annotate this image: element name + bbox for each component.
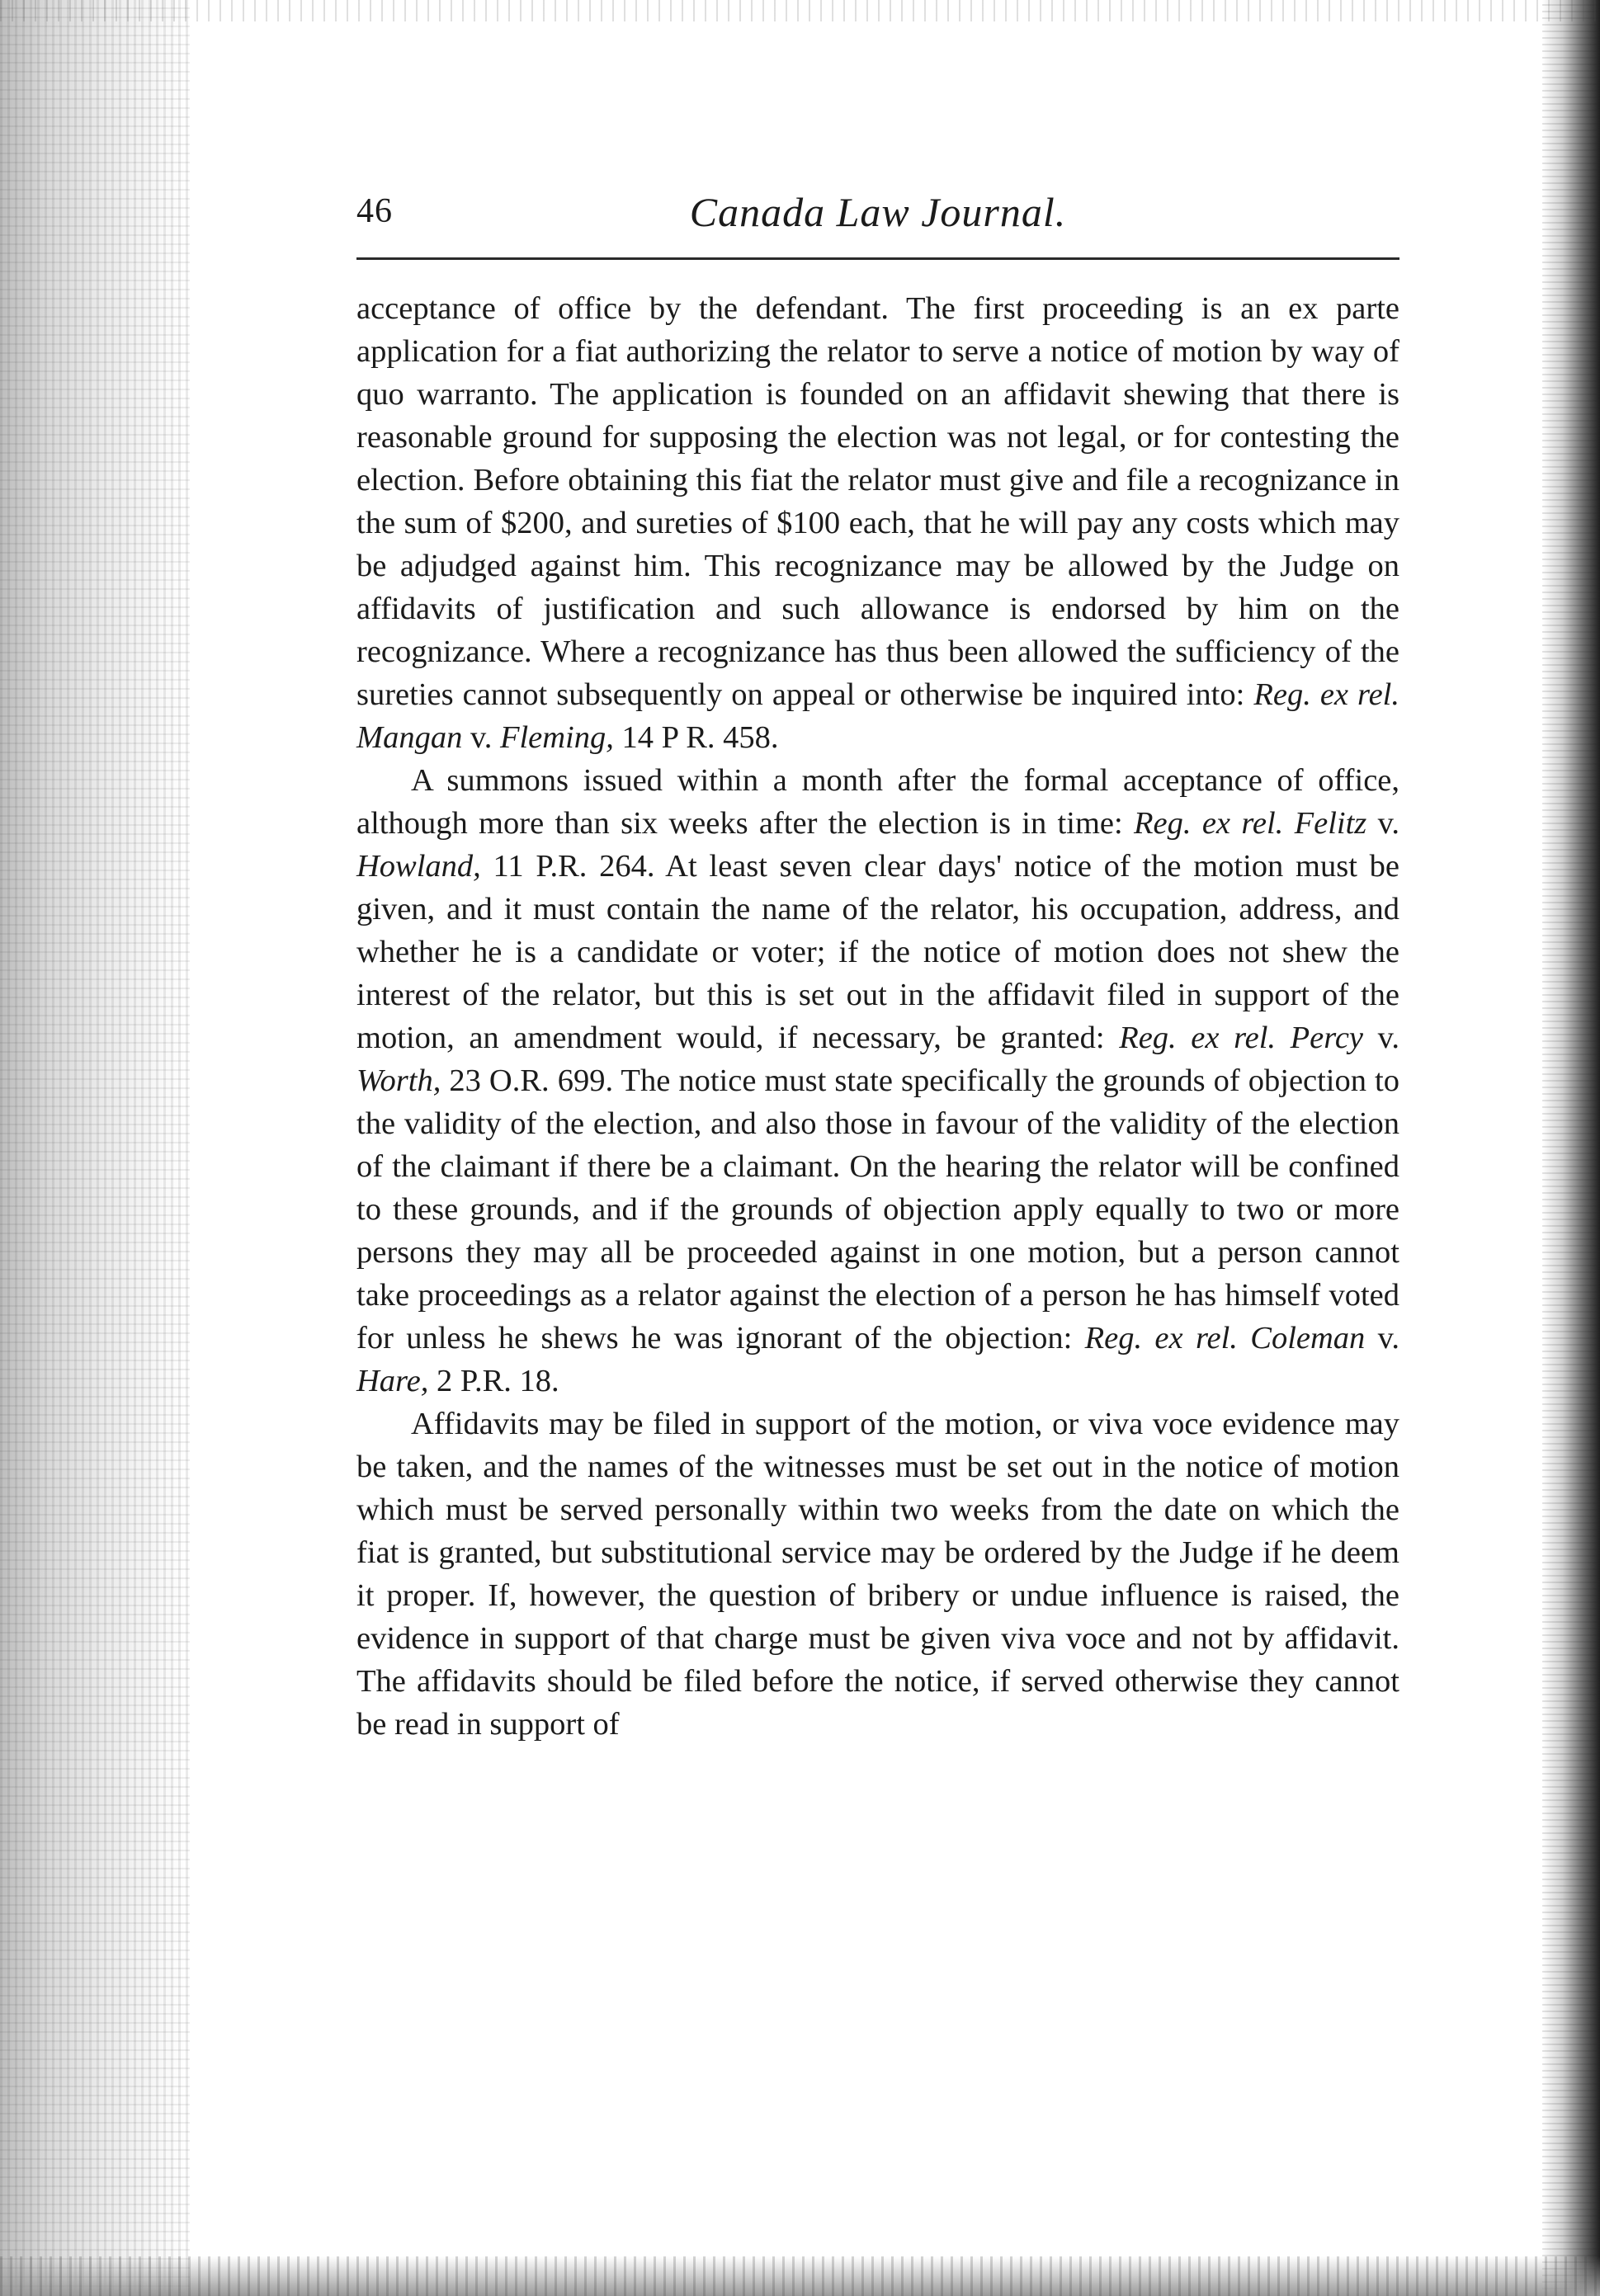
running-head <box>356 188 1399 246</box>
case-citation: Hare, <box>356 1364 429 1398</box>
case-citation: Reg. ex rel. Felitz <box>1134 806 1367 841</box>
case-citation: Reg. ex rel. Percy <box>1119 1021 1363 1055</box>
page-number: 46 <box>356 192 393 230</box>
case-citation: Reg. ex rel. Coleman <box>1084 1321 1366 1355</box>
text-run: v. <box>1363 1021 1399 1055</box>
case-citation: Reg. ex rel. Mangan <box>356 677 1399 755</box>
text-run: acceptance of office by the defendant. The first proceeding is an ex parte application for a fiat authorizing the relator to serve a notice of motion by way of quo warranto. The application is founded on an affidavit shewing that there is reasonable ground for supposing the election was not legal, or for contesting the election. Before obtaining this fiat the relator must give and file a recognizance in the sum of $200, and sureties of $100 each, that he will pay any costs which may be adjudged against him. This recognizance may be allowed by the Judge on affidavits of justification and such allowance is endorsed by him on the recognizance. Where a recognizance has thus been allowed the sufficiency of the sureties cannot subsequently on appeal or otherwise be inquired into: <box>356 291 1399 712</box>
text-run: v. <box>1366 806 1399 841</box>
paragraph-1 <box>356 287 1399 759</box>
header-rule <box>356 257 1399 260</box>
scan-edge-top <box>0 0 1600 21</box>
text-run: v. <box>1365 1321 1399 1355</box>
paragraph-3 <box>356 1403 1399 1746</box>
scan-edge-right <box>1542 0 1600 2296</box>
paragraph-2 <box>356 759 1399 1403</box>
text-run: v. <box>462 720 500 755</box>
text-run: 2 P.R. 18. <box>428 1364 559 1398</box>
text-run: 14 P R. 458. <box>613 720 779 755</box>
scan-edge-bottom <box>0 2256 1600 2296</box>
text-run: Affidavits may be filed in support of the motion, or viva voce evidence may be taken, and the names of the witnesses must be set out in the notice of motion which must be served personally within two weeks from the date on which the fiat is granted, but substitutional service may be ordered by the Judge if he deem it proper. If, however, the question of bribery or undue influence is raised, the evidence in support of that charge must be given viva voce and not by affidavit. The affidavits should be filed before the notice, if served otherwise they cannot be read in support of <box>356 1407 1399 1742</box>
scan-edge-left <box>0 0 190 2296</box>
case-citation: Howland, <box>356 849 481 884</box>
text-run: 11 P.R. 264. At least seven clear days' notice of the motion must be given, and it must contain the name of the relator, his occupation, address, and whether he is a candidate or voter; if the notice of motion does not shew the interest of the relator, but this is set out in the affidavit filed in support of the motion, an amendment would, if necessary, be granted: <box>356 849 1399 1055</box>
text-run: 23 O.R. 699. The notice must state specifically the grounds of objection to the validity of the election, and also those in favour of the validity of the election of the claimant if there be a claimant. On the hearing the relator will be confined to these grounds, and if the grounds of objection apply equally to two or more persons they may all be proceeded against in one motion, but a person cannot take proceedings as a relator against the election of a person he has himself voted for unless he shews he was ignorant of the objection: <box>356 1063 1399 1355</box>
journal-title: Canada Law Journal. <box>689 189 1067 235</box>
case-citation: Fleming, <box>499 720 614 755</box>
article-body <box>356 287 1399 1746</box>
case-citation: Worth, <box>356 1063 441 1098</box>
text-run: A summons issued within a month after the formal acceptance of office, although more than six weeks after the election is in time: <box>356 763 1399 841</box>
